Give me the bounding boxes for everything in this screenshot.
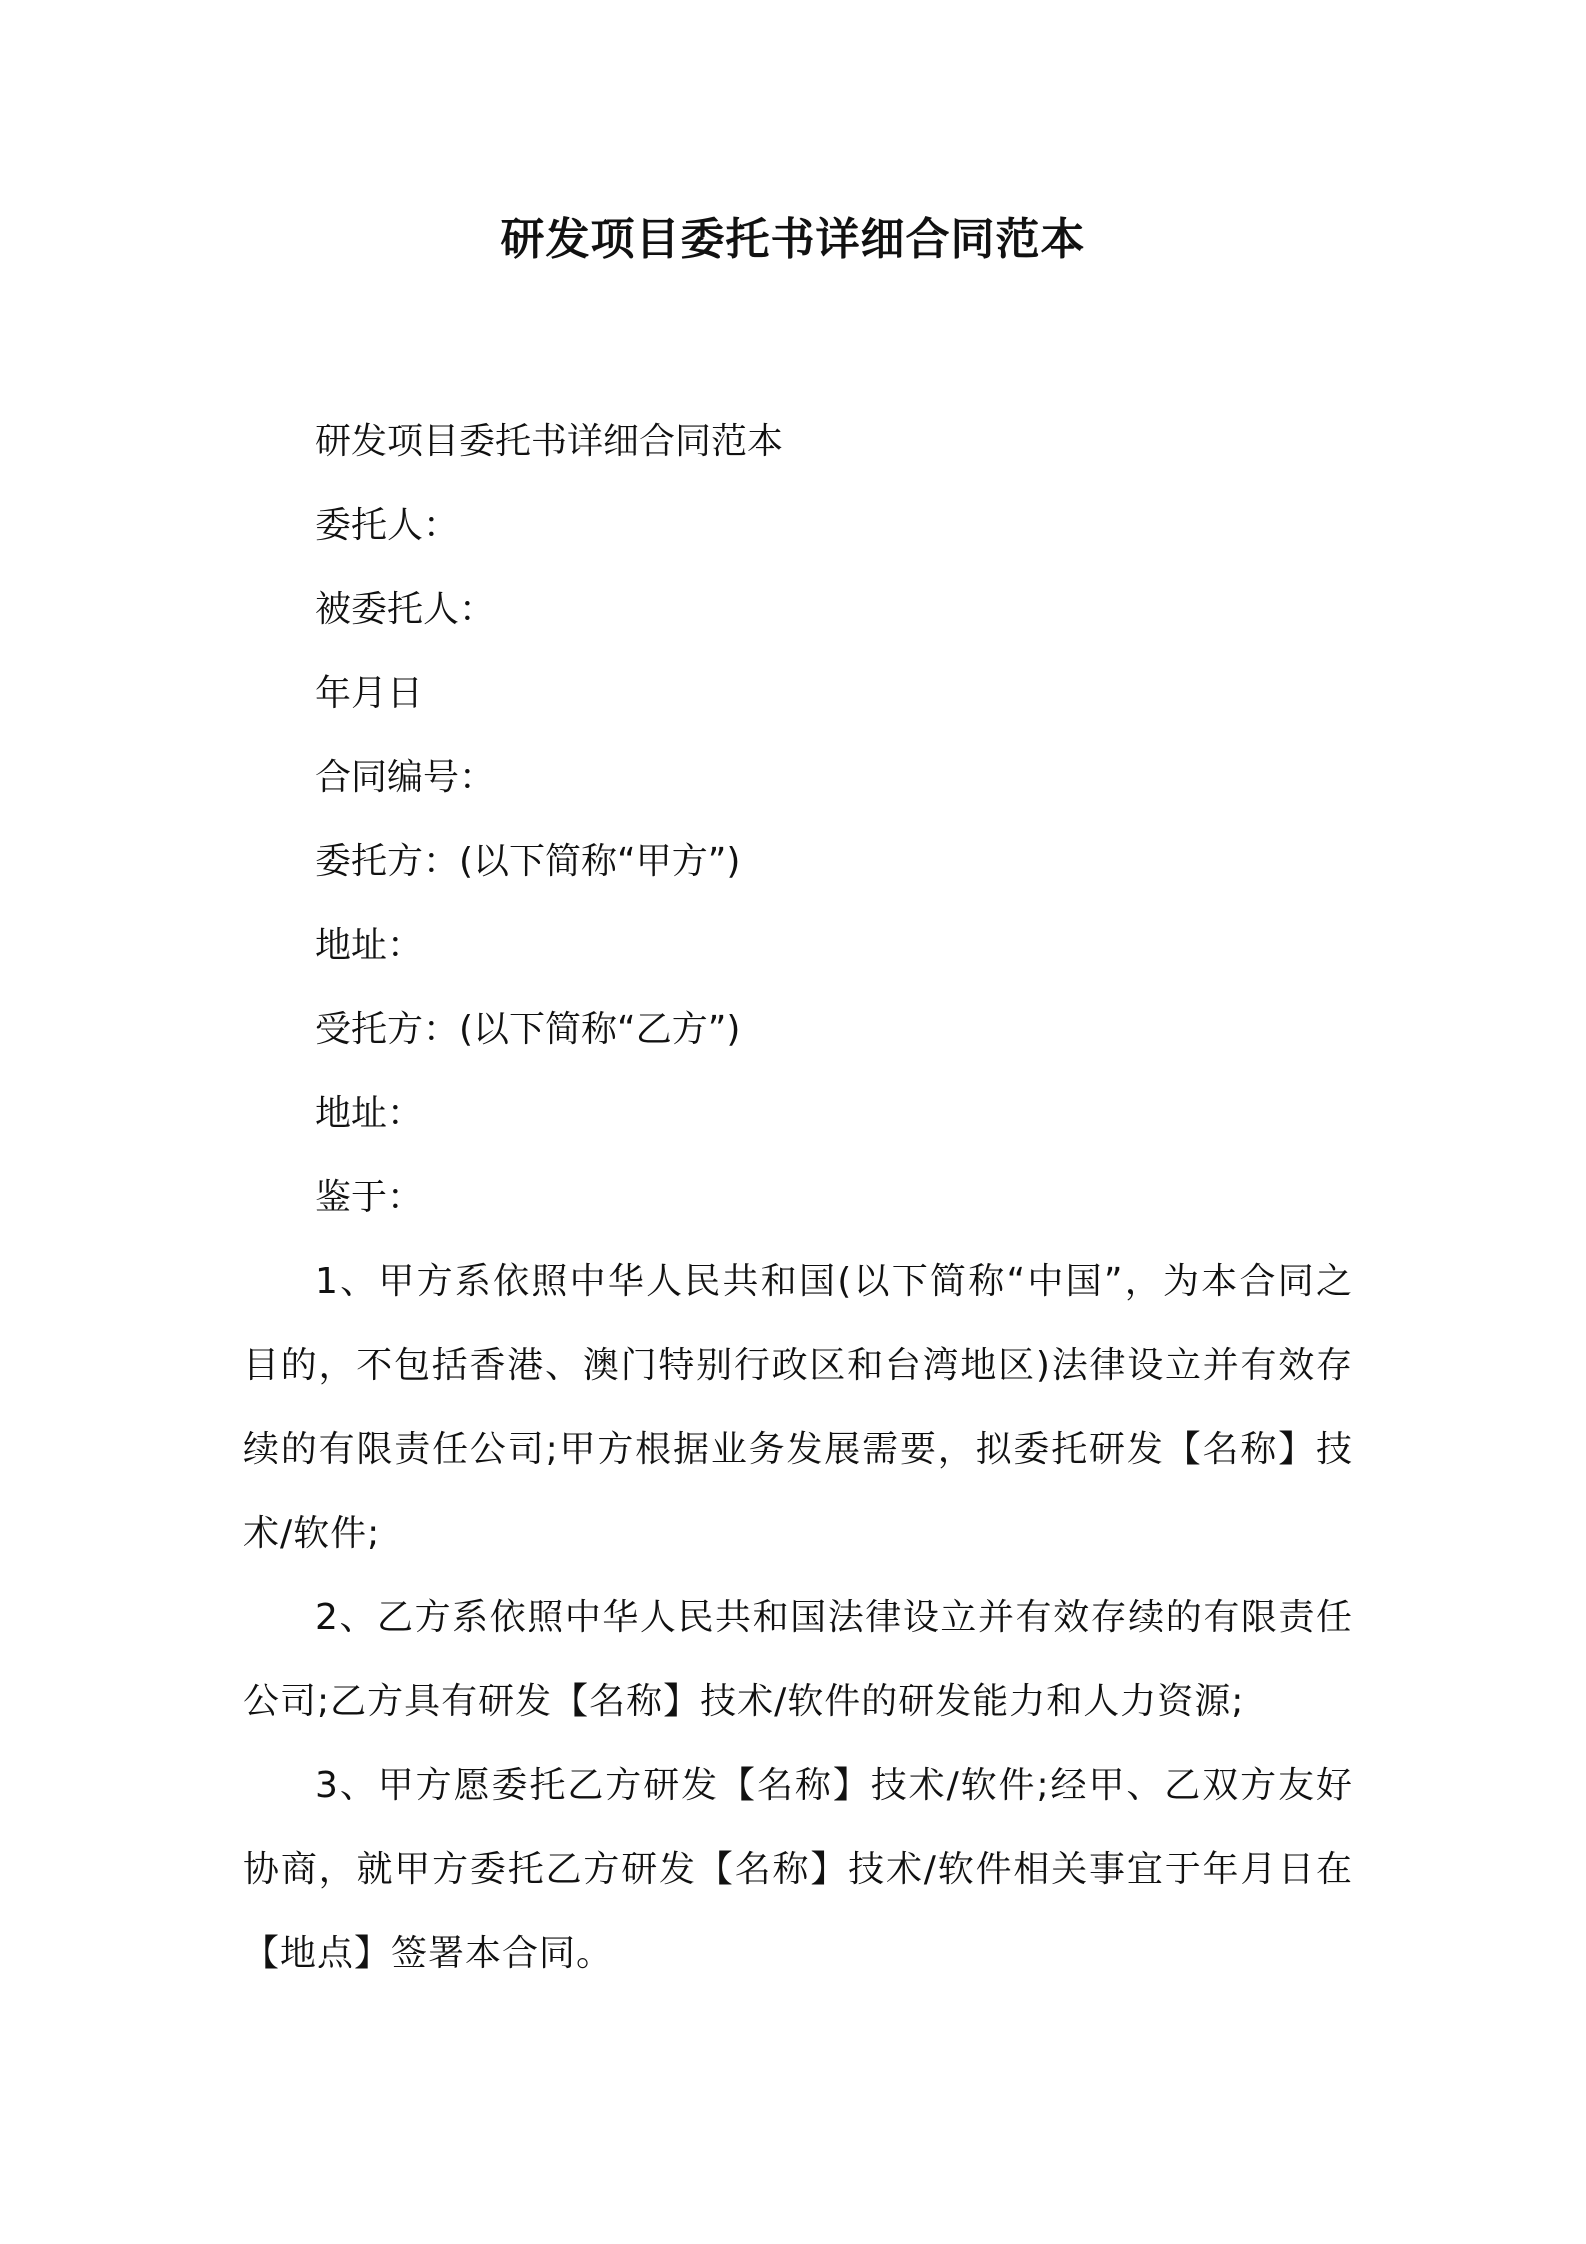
- date-line: 年月日: [315, 673, 424, 714]
- agent-line: 被委托人：: [315, 589, 496, 630]
- clause-paragraph-3: 3、甲方愿委托乙方研发【名称】技术/软件;经甲、乙双方友好协商，就甲方委托乙方研发【名称】技术/软件相关事宜于年月日在【地点】签署本合同。: [243, 1765, 1353, 1974]
- principal-line: 委托人：: [315, 505, 460, 546]
- document-title: 研发项目委托书详细合同范本: [500, 214, 1086, 265]
- clause-paragraph-1: 1、甲方系依照中华人民共和国(以下简称“中国”，为本合同之目的，不包括香港、澳门特别行政区和台湾地区)法律设立并有效存续的有限责任公司;甲方根据业务发展需要，拟委托研发【名称】技术/软件;: [243, 1261, 1353, 1554]
- whereas-line: 鉴于：: [315, 1177, 424, 1218]
- contract-number-line: 合同编号：: [315, 757, 496, 798]
- party-b-line: 受托方：(以下简称“乙方”): [315, 1009, 741, 1050]
- party-a-address-line: 地址：: [315, 925, 424, 966]
- party-a-line: 委托方：(以下简称“甲方”): [315, 841, 741, 882]
- document-body: [243, 400, 1353, 1996]
- party-b-address-line: 地址：: [315, 1093, 424, 1134]
- clause-paragraph-2: 2、乙方系依照中华人民共和国法律设立并有效存续的有限责任公司;乙方具有研发【名称】技术/软件的研发能力和人力资源;: [243, 1597, 1353, 1722]
- subtitle-line: 研发项目委托书详细合同范本: [315, 421, 784, 462]
